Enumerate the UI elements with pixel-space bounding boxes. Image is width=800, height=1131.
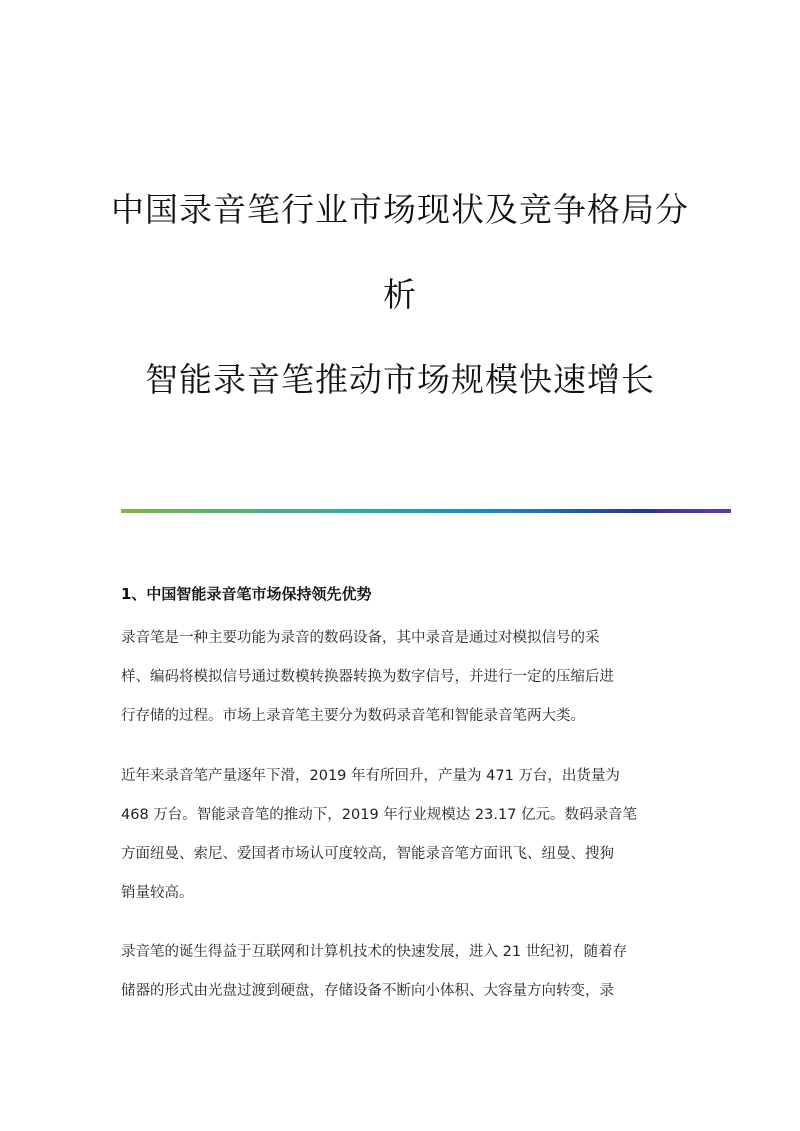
document-subtitle: 智能录音笔推动市场规模快速增长 — [145, 360, 655, 399]
paragraph-line: 样、编码将模拟信号通过数模转换器转换为数字信号，并进行一定的压缩后进 — [121, 669, 614, 685]
paragraph-line: 行存储的过程。市场上录音笔主要分为数码录音笔和智能录音笔两大类。 — [121, 708, 585, 724]
document-title-line-2: 析 — [383, 275, 417, 314]
paragraph-line: 468 万台。智能录音笔的推动下，2019 年行业规模达 23.17 亿元。数码录音笔 — [121, 807, 638, 823]
document-title-line-1: 中国录音笔行业市场现状及竞争格局分 — [111, 190, 689, 229]
paragraph-line: 近年来录音笔产量逐年下滑，2019 年有所回升，产量为 471 万台，出货量为 — [121, 768, 620, 784]
paragraph-line: 销量较高。 — [121, 885, 194, 901]
paragraph-1 — [121, 619, 686, 736]
paragraph-line: 录音笔是一种主要功能为录音的数码设备，其中录音是通过对模拟信号的采 — [121, 630, 600, 646]
paragraph-line: 方面纽曼、索尼、爱国者市场认可度较高，智能录音笔方面讯飞、纽曼、搜狗 — [121, 846, 614, 862]
paragraph-3 — [121, 933, 686, 1011]
paragraph-line: 储器的形式由光盘过渡到硬盘，存储设备不断向小体积、大容量方向转变，录 — [121, 983, 614, 999]
gradient-divider — [121, 509, 731, 513]
paragraph-line: 录音笔的诞生得益于互联网和计算机技术的快速发展，进入 21 世纪初，随着存 — [121, 944, 628, 960]
paragraph-2 — [121, 757, 686, 913]
section-heading: 1、中国智能录音笔市场保持领先优势 — [121, 585, 372, 603]
